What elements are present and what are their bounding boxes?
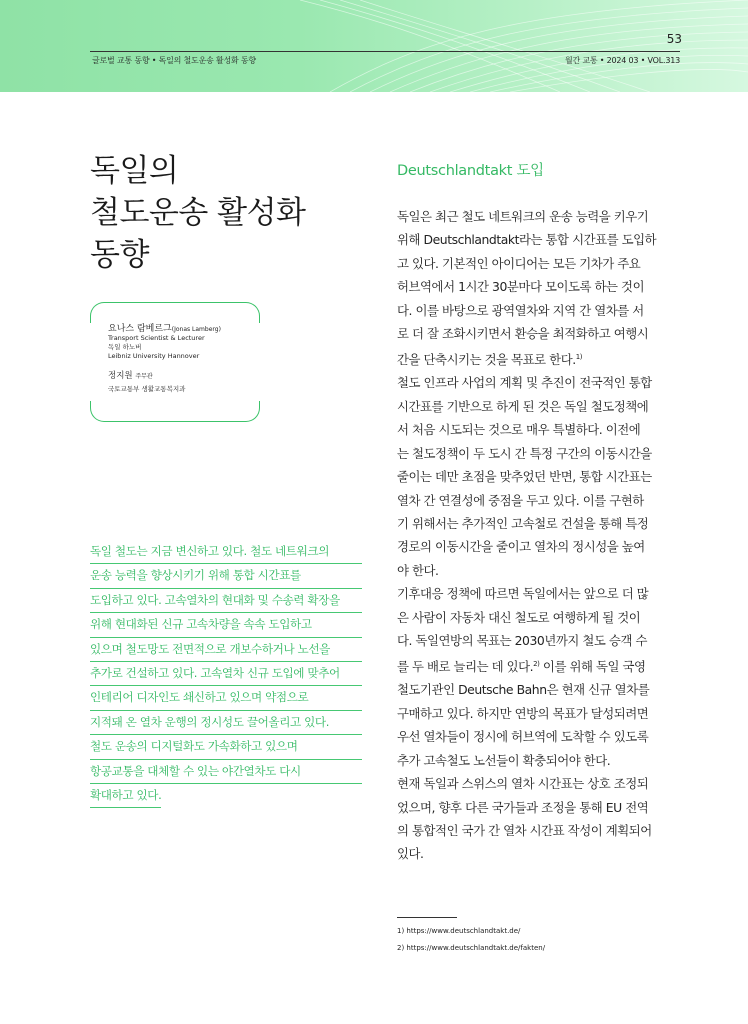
paragraph <box>397 205 685 371</box>
author-info-box <box>90 302 258 422</box>
summary-line: 추가로 건설하고 있다. 고속열차 신규 도입에 맞추어 <box>90 662 362 686</box>
text-line: 간을 단축시키는 것을 목표로 한다.$^{1)}$ <box>397 351 583 367</box>
author-role: Transport Scientist & Lecturer <box>108 334 205 342</box>
header-rule <box>90 51 680 52</box>
summary-line: 지적돼 온 열차 운행의 정시성도 끌어올리고 있다. <box>90 711 362 735</box>
text-line: 다. 이를 바탕으로 광역열차와 지역 간 열차를 서 <box>397 302 644 318</box>
footnote-ref: 2) <box>533 659 540 668</box>
text-line: 현재 독일과 스위스의 열차 시간표는 상호 조정되 <box>397 776 649 792</box>
translator-name: 정지원 주무관 <box>108 371 153 381</box>
text-line: 시간표를 기반으로 하게 된 것은 독일 철도정책에 <box>397 398 649 414</box>
text-line: 위해 Deutschlandtakt라는 통합 시간표를 도입하 <box>397 232 657 248</box>
author-name: 요나스 람베르그(Jonas Lamberg) <box>108 324 221 334</box>
page-number: 53 <box>666 32 682 46</box>
text-line: 열차 간 연결성에 중점을 두고 있다. 이를 구현하 <box>397 492 644 508</box>
translator-affiliation: 국토교통부 생활교통복지과 <box>108 385 186 393</box>
author-affiliation-kr: 독일 하노버 <box>108 343 142 351</box>
text-line: 줄이는 데만 초점을 맞추었던 반면, 통합 시간표는 <box>397 469 652 485</box>
running-header-right: 월간 교통 • 2024 03 • VOL.313 <box>564 56 680 65</box>
summary-line: 위해 현대화된 신규 고속차량을 속속 도입하고 <box>90 613 362 637</box>
text-line: 있다. <box>397 846 424 862</box>
section-heading: Deutschlandtakt 도입 <box>397 163 544 179</box>
text-line: 서 처음 시도되는 것으로 매우 특별하다. 이전에 <box>397 422 641 438</box>
text-line: 은 사람이 자동차 대신 철도로 여행하게 될 것이 <box>397 609 641 625</box>
text-line: 독일은 최근 철도 네트워크의 운송 능력을 키우기 <box>397 209 649 224</box>
footnote-ref: 1) <box>575 352 583 361</box>
paragraph <box>397 772 685 866</box>
text-line: 우선 열차들이 정시에 허브역에 도착할 수 있도록 <box>397 729 649 745</box>
text-line: 경로의 이동시간을 줄이고 열차의 정시성을 높여 <box>397 539 645 555</box>
text-line: 철도기관인 Deutsche Bahn은 현재 신규 열차를 <box>397 682 650 698</box>
body-text <box>397 205 685 866</box>
author-details <box>108 321 268 394</box>
title-line: 동향 <box>90 237 149 273</box>
paragraph <box>397 371 685 582</box>
text-line: 는 철도정책이 두 도시 간 특정 구간의 이동시간을 <box>397 445 652 461</box>
wave-lines-decoration <box>0 0 748 92</box>
text-line: 구매하고 있다. 하지만 연방의 목표가 달성되려면 <box>397 705 649 721</box>
text-line: 기 위해서는 추가적인 고속철로 건설을 통해 특정 <box>397 516 649 532</box>
text-line: 고 있다. 기본적인 아이디어는 모든 기차가 주요 <box>397 255 641 271</box>
header-decorative-band <box>0 0 748 92</box>
text-line: 추가 고속철도 노선들이 확충되어야 한다. <box>397 752 611 768</box>
summary-line: 운송 능력을 향상시키기 위해 통합 시간표를 <box>90 564 362 588</box>
text-line: 철도 인프라 사업의 계획 및 추진이 전국적인 통합 <box>397 375 652 391</box>
text-line: 야 한다. <box>397 562 439 578</box>
paragraph <box>397 582 685 772</box>
text-line: 허브역에서 1시간 30분마다 모이도록 하는 것이 <box>397 279 645 295</box>
summary-line: 인테리어 디자인도 쇄신하고 있으며 약점으로 <box>90 686 362 710</box>
text-line: 로 더 잘 조화시키면서 환승을 최적화하고 여행시 <box>397 326 649 342</box>
text-line: 기후대응 정책에 따르면 독일에서는 앞으로 더 많 <box>397 586 649 602</box>
summary-line: 항공교통을 대체할 수 있는 야간열차도 다시 <box>90 760 362 784</box>
summary-line: 있으며 철도망도 전면적으로 개보수하거나 노선을 <box>90 638 362 662</box>
author-affiliation-en: Leibniz University Hannover <box>108 352 200 360</box>
summary-line: 철도 운송의 디지털화도 가속화하고 있으며 <box>90 735 362 759</box>
footnote-1: 1) https://www.deutschlandtakt.de/ <box>397 927 521 935</box>
author-box-top-bracket <box>90 302 260 323</box>
summary-line: 독일 철도는 지금 변신하고 있다. 철도 네트워크의 <box>90 540 362 564</box>
summary-line: 도입하고 있다. 고속열차의 현대화 및 수송력 확장을 <box>90 589 362 613</box>
article-title <box>90 150 390 276</box>
text-line: 다. 독일연방의 목표는 2030년까지 철도 승객 수 <box>397 633 647 649</box>
title-line: 독일의 <box>90 153 179 189</box>
footnote-rule <box>397 917 457 918</box>
title-line: 철도운송 활성화 <box>90 195 306 231</box>
text-line: 를 두 배로 늘리는 데 있다.$^{2)}$ 이를 위해 독일 국영 <box>397 658 646 674</box>
running-header-left: 글로벌 교통 동향 • 독일의 철도운송 활성화 동향 <box>92 56 256 65</box>
author-box-bottom-bracket <box>90 401 260 422</box>
article-summary <box>90 540 362 808</box>
summary-line: 확대하고 있다. <box>90 784 161 808</box>
footnote-2: 2) https://www.deutschlandtakt.de/fakten/ <box>397 944 546 952</box>
translator-role: 주무관 <box>135 373 153 380</box>
text-line: 의 통합적인 국가 간 열차 시간표 작성이 계획되어 <box>397 823 652 839</box>
text-line: 었으며, 향후 다른 국가들과 조정을 통해 EU 전역 <box>397 799 649 815</box>
author-name-en: (Jonas Lamberg) <box>171 326 221 333</box>
